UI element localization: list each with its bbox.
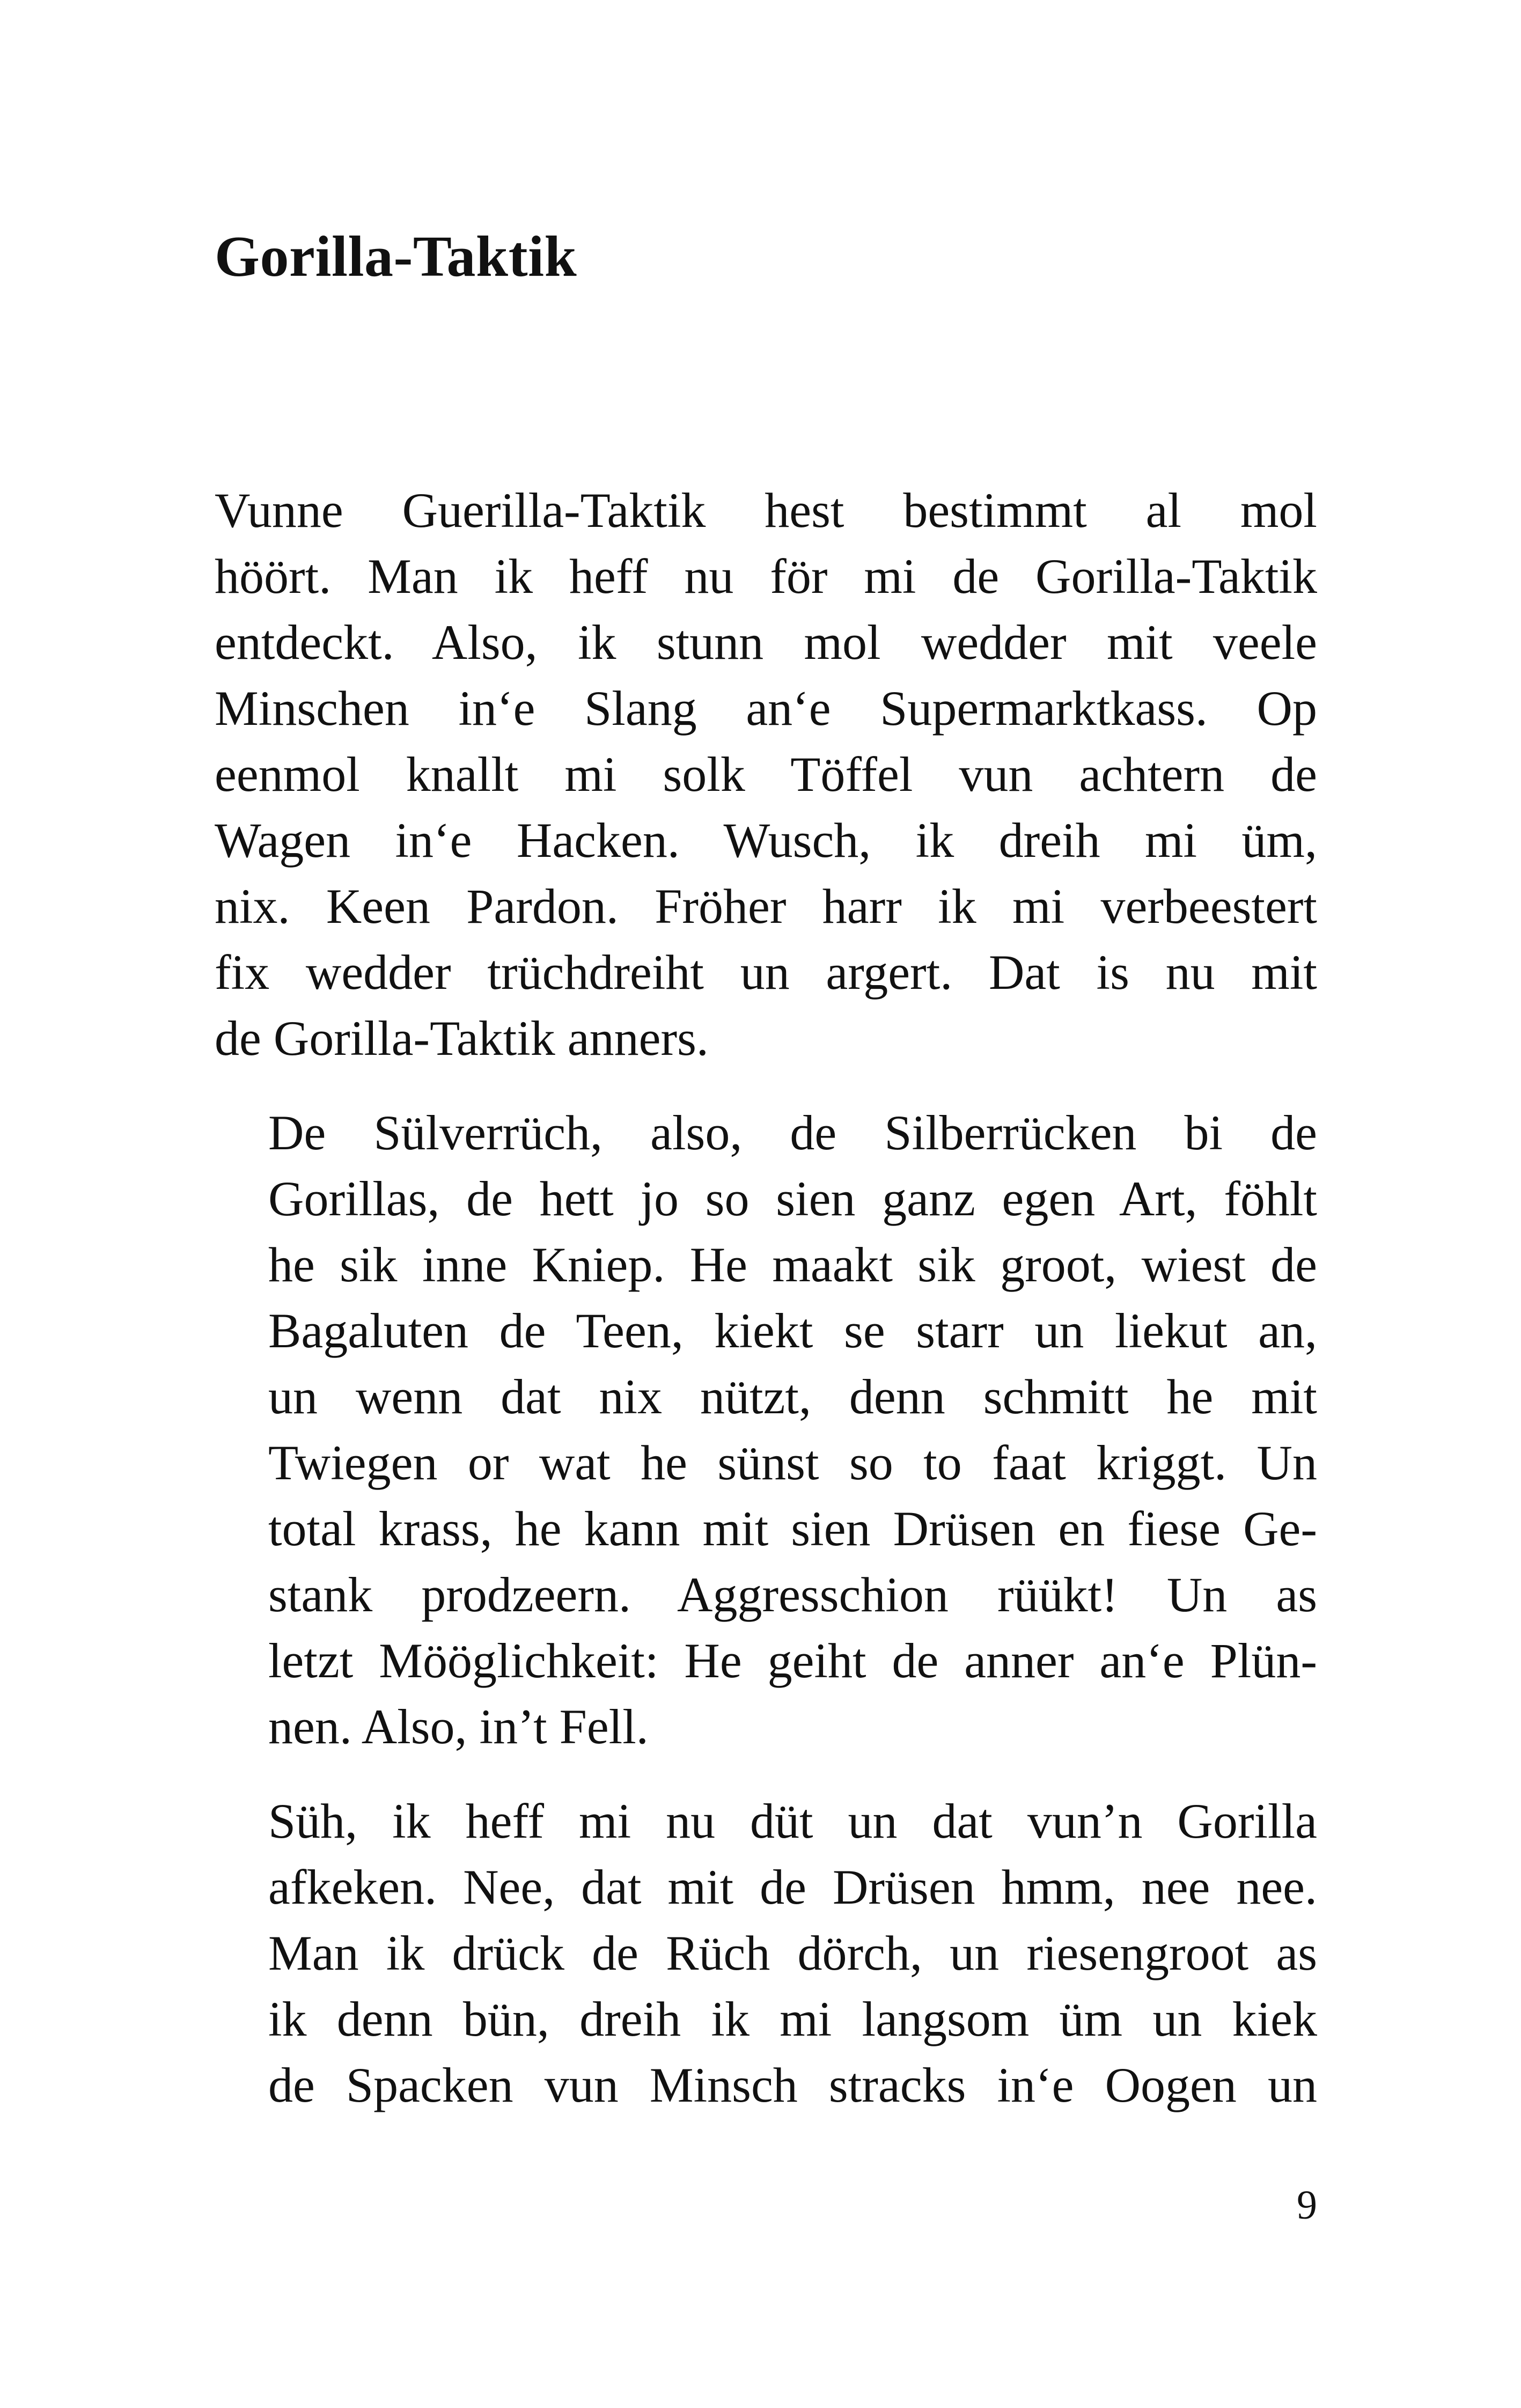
paragraph-1 xyxy=(215,478,1317,1071)
text-line: fix wedder trüchdreiht un argert. Dat is nu mit xyxy=(215,945,1317,1000)
page-number: 9 xyxy=(1297,2183,1317,2228)
text-line: Twiegen or wat he sünst so to faat kriggt. Un xyxy=(268,1435,1317,1490)
paragraph-3 xyxy=(215,1788,1317,2118)
text-line: total krass, he kann mit sien Drüsen en fiese Ge- xyxy=(268,1501,1317,1556)
text-line: letzt Mööglichkeit: He geiht de anner an‘e Plün- xyxy=(268,1633,1317,1688)
paragraph-2 xyxy=(215,1100,1317,1760)
body-text xyxy=(215,478,1317,2118)
text-line: Süh, ik heff mi nu düt un dat vun’n Gorilla xyxy=(268,1794,1317,1848)
chapter-title: Gorilla-Taktik xyxy=(215,225,577,289)
text-line: un wenn dat nix nützt, denn schmitt he mit xyxy=(268,1369,1317,1424)
text-line: he sik inne Kniep. He maakt sik groot, wiest de xyxy=(268,1237,1317,1292)
text-line: De Sülverrüch, also, de Silberrücken bi de xyxy=(268,1105,1317,1160)
text-line: Gorillas, de hett jo so sien ganz egen Art, föhlt xyxy=(268,1171,1317,1226)
text-line: entdeckt. Also, ik stunn mol wedder mit veele xyxy=(215,615,1317,670)
text-line: afkeken. Nee, dat mit de Drüsen hmm, nee nee. xyxy=(268,1860,1317,1914)
text-line: nen. Also, in’t Fell. xyxy=(268,1699,649,1754)
text-line: nix. Keen Pardon. Fröher harr ik mi verbeestert xyxy=(215,879,1317,934)
text-line: ik denn bün, dreih ik mi langsom üm un kiek xyxy=(268,1992,1317,2046)
text-line: eenmol knallt mi solk Töffel vun achtern de xyxy=(215,747,1317,802)
text-line: Minschen in‘e Slang an‘e Supermarktkass. Op xyxy=(215,681,1317,736)
text-line: de Gorilla-Taktik anners. xyxy=(215,1011,709,1066)
text-line: höört. Man ik heff nu för mi de Gorilla-Taktik xyxy=(215,549,1317,604)
text-line: de Spacken vun Minsch stracks in‘e Oogen un xyxy=(268,2058,1317,2112)
text-line: stank prodzeern. Aggresschion rüükt! Un as xyxy=(268,1567,1317,1622)
text-line: Vunne Guerilla-Taktik hest bestimmt al mol xyxy=(215,483,1317,538)
text-line: Wagen in‘e Hacken. Wusch, ik dreih mi üm, xyxy=(215,813,1317,868)
text-line: Bagaluten de Teen, kiekt se starr un liekut an, xyxy=(268,1303,1317,1358)
text-line: Man ik drück de Rüch dörch, un riesengroot as xyxy=(268,1926,1317,1980)
